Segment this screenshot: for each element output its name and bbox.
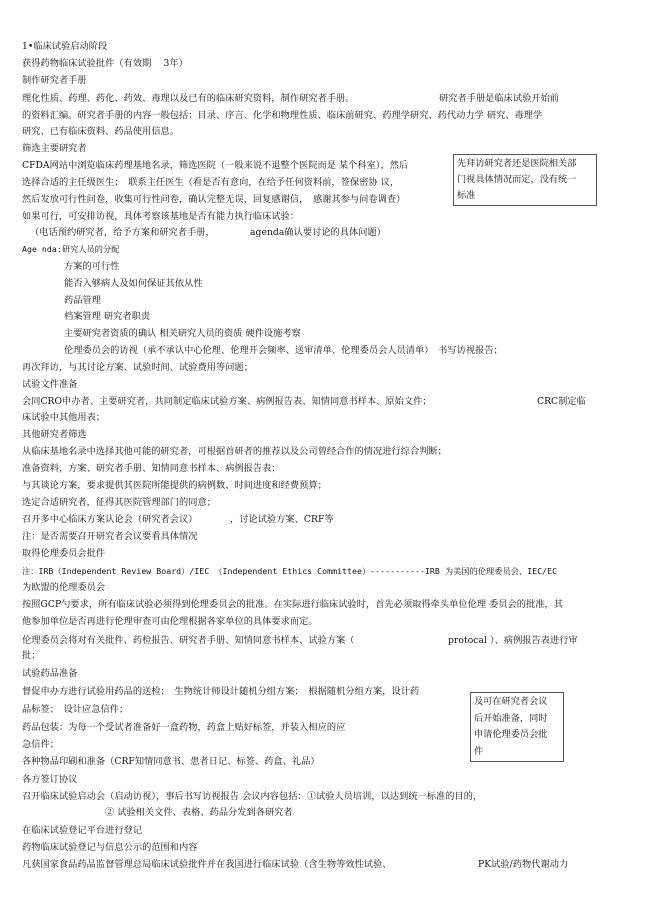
subheading: 制作研究者手册 <box>22 75 87 86</box>
list-item: 主要研究者资质的确认 相关研究人员的资质 硬件设施考察 <box>64 328 301 339</box>
text-line: 品标签； 设计应急信件； <box>22 704 129 715</box>
subheading: 取得伦理委员会批件 <box>22 548 106 559</box>
text-line: 按照GCP勺要求，所有临床试验必须得到伦理委员会的批准。在实际进行临床试验时，首先必须取得牵头单位伦理 委员会的批准，其 <box>22 599 563 610</box>
subheading: 在临床试验登记平台进行登记 <box>22 825 143 836</box>
subheading: 其他研究者筛选 <box>22 429 87 440</box>
margin-note-box <box>470 692 564 762</box>
note-line: 先拜访研究者还是医院相关部 <box>457 158 577 169</box>
text-line: protocal ）、病例报告表进行审 <box>448 635 578 646</box>
text-line: 批； <box>22 650 41 661</box>
list-item: 药品管理 <box>64 295 101 306</box>
text-line: 然后发放可行性问卷，收集可行性问卷，确认完整无误，回复感谢信， 感谢其参与问卷调查） <box>22 194 406 205</box>
text-line: 注：是否需要召开研究者会议要看具体情况 <box>22 531 198 542</box>
text-line: 为欧盟的伦理委员会 <box>22 582 106 593</box>
note-line: 申请伦理委员会批 <box>474 729 548 740</box>
text-line: agenda确认要讨论的具体问题） <box>250 227 386 238</box>
note-line: 及可在研究者会议 <box>474 696 548 707</box>
note-line: 门视具体情况而定，没有统一 <box>457 174 577 185</box>
text-line: 药物临床试验登记与信息公示的范围和内容 <box>22 842 198 853</box>
list-item: 伦理委员会的访视（承不承认中心伦理、伦理开会频率、送审清单、伦理委员会人员清单） 书写访视报告； <box>64 345 503 356</box>
text-line: 与其谈论方案，要求提供其医院所能提供的病例数、时间进度和经费预算； <box>22 480 327 491</box>
text-line: CRC制定临 <box>537 396 586 407</box>
text-line: 伦理委员会将对有关批件、药检报告、研究者手册、知情同意书样本、试验方案（ <box>22 635 355 646</box>
text-line: CFDA网站中浏览临床药理基地名录，筛选医院（一般来说不退整个医院而是 某个科室），然后 <box>22 160 409 171</box>
text-line: ② 试验相关文件、表格、药品分发到各研究者 <box>105 807 293 818</box>
text-line: 床试验中其他用表； <box>22 412 106 423</box>
list-item: 方案的可行性 <box>64 261 120 272</box>
note-line: 标准 <box>457 190 476 201</box>
text-line: 会同CRO申办者、主要研究者，共同制定临床试验方案、病例报告表、知情同意书样本、原始文件； <box>22 396 432 407</box>
text-line: 理化性质、药理、药化、药效、毒理以及已有的临床研究资料，制作研究者手册。 <box>22 93 355 104</box>
subheading: 各方签订协议 <box>22 774 78 785</box>
list-item: 档案管理 研究者职责 <box>64 311 151 322</box>
text-line: （电话预约研究者，给予方案和研究者手册， <box>30 227 215 238</box>
text-line: 获得药物临床试验批件（有效期 3年） <box>22 58 188 69</box>
text-line: 注：IRB（Independent Review Board）/IEC （Independent Ethics Committee）-----------IRB 为美国的伦理委员会，IEC/EC <box>22 566 558 576</box>
note-line: 件 <box>474 745 484 757</box>
text-line: ，讨论试验方案、CRF等 <box>230 514 334 525</box>
list-item: 能否入够病人及如何保证其依从性 <box>64 278 203 289</box>
section-heading: 1•临床试验启动阶段 <box>22 41 108 52</box>
text-line: 督促申办方进行试验用药品的送检； 生物统计师设计随机分组方案； 根据随机分组方案，设计药 <box>22 686 420 697</box>
text-line: 凡获国家食品药品监督管理总局临床试验批件并在我国进行临床试验（含生物等效性试验、 <box>22 859 392 870</box>
text-line: 从临床基地名录中选择其他可能的研究者，可根据首研者的推荐以及公司曾经合作的情况进行综合判断； <box>22 446 447 457</box>
text-line: 急信件； <box>22 739 59 750</box>
text-line: PK试验/药物代谢动力 <box>478 859 569 870</box>
text-line: 他参加单位是否再进行伦理审查可由伦理根据各家单位的具体要求而定。 <box>22 616 318 627</box>
text-line: 准备资料，方案、研究者手册、知情同意书样本、病例报告表； <box>22 463 281 474</box>
subheading: 试验药品准备 <box>22 668 78 679</box>
text-line: 研究、已有临床资料、药品使用信息。 <box>22 126 180 137</box>
text-line: 选定合适研究者，征得其医院管理部门的同意； <box>22 497 216 508</box>
text-line: Age nda:研究人员的分配 <box>22 244 120 254</box>
subheading: 试验文件准备 <box>22 379 78 390</box>
text-line: 各种物品印刷和准备（CRF知情同意书、患者日记、标签、药盒、礼品） <box>22 756 320 767</box>
text-line: 召开多中心临床方案认论会（研究者会议） <box>22 514 198 525</box>
subheading: 筛选主要研究者 <box>22 143 87 154</box>
text-line: 药品包装：为每一个受试者准备好一盒药物，药盒上贴好标签，并装入相应的应 <box>22 722 346 733</box>
text-line: 如果可行，可安排访视，具体考察该基地是否有能力执行临床试验： <box>22 211 300 222</box>
note-line: 后开始准备，同时 <box>474 712 548 724</box>
text-line: 召开临床试验启动会（启动访视），事后书写访视报告 会议内容包括：①试验人员培训，以达到统一标准的目的， <box>22 791 483 802</box>
text-line: 选择合适的主任级医生； 联系主任医生（看是否有意向，在给予任何资料前，签保密协 议， <box>22 177 400 188</box>
margin-note-box <box>453 154 597 206</box>
text-line: 的资料汇编。研究者手册的内容一般包括：目录、序言、化学和物理性质、临床前研究、药理学研究、药代动力学 研究、毒理学 <box>22 110 543 121</box>
text-line: 研究者手册是临床试验开始前 <box>439 93 560 104</box>
text-line: 再次拜访，与其讨论方案、试验时间、试验费用等问题； <box>22 362 253 373</box>
